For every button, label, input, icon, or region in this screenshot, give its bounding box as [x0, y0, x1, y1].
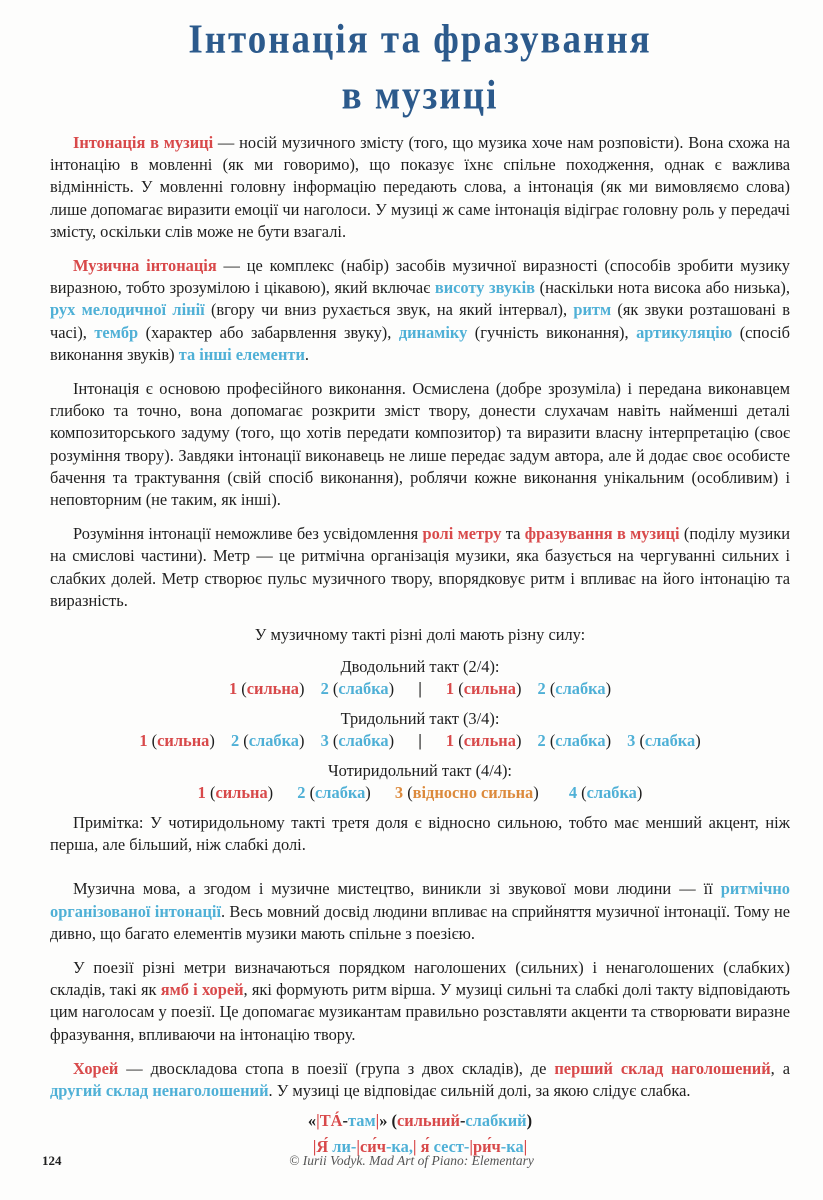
paragraph-text: Інтонація є основою професійного виконання. Осмислена (добре зрозуміла) і передана виконавцем глибоко та точно, вона допомагає розкрити зміст твору, донести слухачам навіть найменші деталі композиторського задуму (того, що хотів передати композитор) та виразити власну інтерпретацію (своє розуміння твору). Завдяки інтонації виконавець не лише передає задум автора, але й додає своє особисте бачення та трактування (свій спосіб виконання), роблячи кожне виконання унікальним (особливим) і неповторним (не таким, як інші). [50, 379, 790, 510]
keyword-role-of-meter: ролі метру [422, 524, 502, 544]
keyword-pitch: висоту звуків [434, 278, 535, 298]
keyword-other-elements: та інші елементи [178, 344, 305, 364]
paragraph-musical-language [50, 878, 790, 945]
beat-strong: 1 (сильна) [139, 731, 215, 751]
meter-label: Тридольний такт (3/4): [340, 709, 500, 729]
title-line-1: Інтонація та фразування [188, 16, 652, 63]
paragraph-text: , які формують ритм вірша. У музиці сильні та слабкі долі такту відповідають цим наголосам у поезії. Це допомагає музикантам правильно розставляти акценти та створювати виразне фразування, впливаючи на інтонацію твору. [50, 980, 790, 1044]
paragraph-text: . [304, 344, 309, 364]
beat-row [50, 730, 790, 752]
beat-relatively-strong: 3 (відносно сильна) [394, 783, 539, 803]
bar-separator: | [418, 731, 422, 751]
beat-strong: 1 (сильна) [197, 783, 274, 803]
beat-strong: 1 (сильна) [228, 679, 305, 699]
paragraph-musical-intonation [50, 255, 790, 366]
paragraph-text: (характер або забарвлення звуку), [138, 322, 399, 342]
example-ta-tam: «|ТÁ-там|» (сильний-слабкий) [307, 1111, 533, 1131]
keyword-articulation: артикуляцію [636, 322, 733, 342]
beat-weak: 4 (слабка) [568, 783, 643, 803]
paragraph-text: . У музиці це відповідає сильній долі, за якою слідує слабка. [268, 1081, 691, 1101]
paragraph-text: (гучність виконання), [467, 322, 637, 342]
paragraph-performance [50, 378, 790, 511]
beat-weak: 2 (слабка) [320, 679, 395, 699]
paragraph-text: та [501, 524, 525, 544]
page [50, 0, 790, 1160]
paragraph-text: (поділу музики на смислові частини). Метр — це ритмічна організація музики, яка базується на чергуванні сильних і слабких долей. Метр створює пульс музичного твору, впорядковує ритм і впливає на його інтонацію та виразність. [50, 524, 790, 610]
paragraph-trochee [50, 1058, 790, 1102]
keyword-second-syllable-unstressed: другий склад ненаголошений [50, 1081, 269, 1101]
meter-note: Примітка: У чотиридольному такті третя доля є відносно сильною, тобто має менший акцент, ніж перша, але більший, ніж слабкі долі. [50, 813, 790, 855]
paragraph-text: (вгору чи вниз рухається звук, на який інтервал), [204, 300, 574, 320]
paragraph-text: — носій музичного змісту (того, що музика хоче нам розповісти). Вона схожа на інтонацію в мовленні (як ми говоримо), що показує їхнє спільне походження, однак є важлива відмінність. У мовленні головну інформацію передають слова, а інтонація (як ми вимовляємо слова) лише допомагає виразити емоції чи наголоси. У музиці ж саме інтонація відіграє головну роль у передачі змісту, оскільки слів може не бути взагалі. [50, 133, 790, 241]
title-line-2: в музиці [341, 72, 499, 119]
bar-separator: | [418, 679, 422, 699]
term-trochee: Хорей [73, 1058, 119, 1078]
paragraph-intonation-definition [50, 132, 790, 243]
keyword-rhythmic-intonation: ритмічно організованої інтонації [50, 879, 790, 921]
beat-weak: 3 (слабка) [627, 731, 701, 751]
page-title [50, 12, 790, 132]
paragraph-text: — двоскладова стопа в поезії (група з двох складів), де [118, 1058, 555, 1078]
paragraph-text: Музична мова, а згодом і музичне мистецтво, виникли зі звукової мови людини — її [73, 879, 721, 899]
meter-label: Дводольний такт (2/4): [340, 657, 500, 677]
paragraph-poetry-meters [50, 957, 790, 1046]
keyword-rhythm: ритм [573, 300, 612, 320]
keyword-dynamics: динаміку [398, 322, 468, 342]
meter-quadruple [50, 760, 790, 804]
paragraph-text: (як звуки розташовані в часі), [50, 300, 790, 342]
term-musical-intonation: Музична інтонація [73, 256, 217, 276]
keyword-timbre: тембр [94, 322, 139, 342]
meters-intro: У музичному такті різні долі мають різну силу: [254, 625, 586, 645]
term-intonation-in-music: Інтонація в музиці [73, 133, 214, 152]
keyword-first-syllable-stressed: перший склад наголошений [554, 1058, 771, 1078]
beat-strong: 1 (сильна) [445, 731, 522, 751]
meter-duple [50, 656, 790, 700]
beat-row [50, 782, 790, 804]
copyright: © Iurii Vodyk. Mad Art of Piano: Elementary [289, 1153, 534, 1168]
page-number: 124 [42, 1153, 62, 1168]
paragraph-text: Розуміння інтонації неможливе без усвідомлення [73, 524, 423, 544]
example-lyrics: |Я́ ли-|си́ч-ка,| я́ сест-|ри́ч-ка| [312, 1137, 528, 1157]
keyword-iamb-trochee: ямб і хорей [160, 980, 244, 1000]
beat-row [50, 678, 790, 700]
keyword-phrasing: фразування в музиці [524, 524, 680, 544]
keyword-melodic-line: рух мелодичної лінії [50, 300, 205, 320]
paragraph-text: — це комплекс (набір) засобів музичної виразності (способів зробити музику виразною, тобто зрозумілою і цікавою), який включає [50, 256, 790, 298]
meter-label: Чотиридольний такт (4/4): [328, 761, 512, 781]
paragraph-text: (спосіб виконання звуків) [50, 322, 791, 364]
meter-triple [50, 708, 790, 752]
beat-weak: 2 (слабка) [230, 731, 305, 751]
beat-weak: 2 (слабка) [537, 731, 612, 751]
beat-weak: 3 (слабка) [320, 731, 395, 751]
paragraph-text: . Весь мовний досвід людини впливає на сприйняття музичної інтонації. Тому не дивно, що багато елементів музики мають спільне з поезією. [50, 901, 791, 943]
paragraph-text: (наскільки нота висока або низька), [534, 278, 790, 298]
paragraph-text: , а [770, 1058, 790, 1078]
beat-weak: 2 (слабка) [537, 679, 612, 699]
page-footer [0, 1153, 823, 1173]
beat-weak: 2 (слабка) [297, 783, 371, 803]
paragraph-meter [50, 523, 790, 612]
beat-strong: 1 (сильна) [445, 679, 522, 699]
paragraph-text: У поезії різні метри визначаються порядком наголошених (сильних) і ненаголошених (слабких) складів, такі як [50, 958, 790, 1000]
